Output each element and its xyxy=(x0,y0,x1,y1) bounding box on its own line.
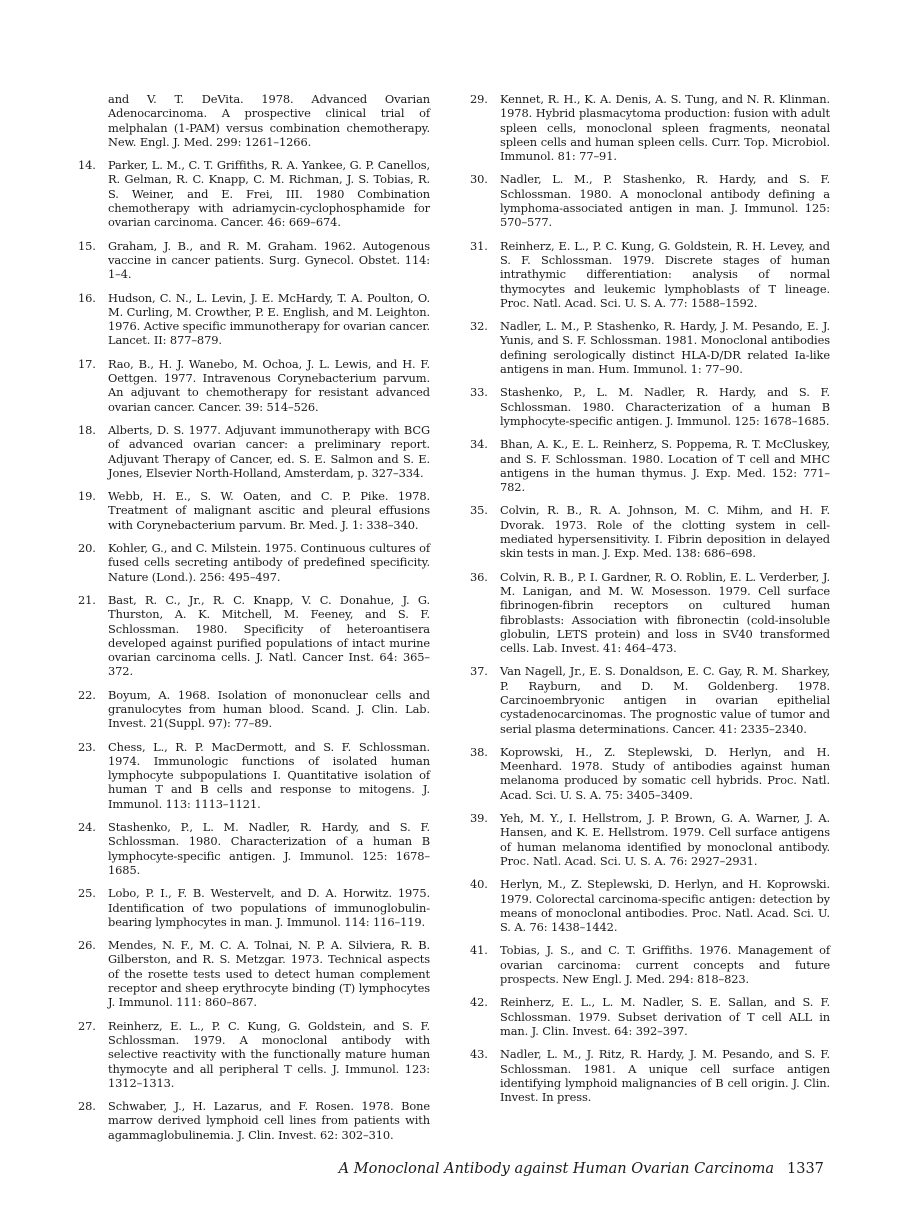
reference-text: Van Nagell, Jr., E. S. Donaldson, E. C. Gay, R. M. Sharkey, P. Rayburn, and D. M. Goldenberg. 1978. Carcinoembryonic antigen in ovarian epithelial cystadenocarcinomas. The prognostic value of tumor and serial plasma determinations. Cancer. 41: 2335–2340. xyxy=(500,664,830,736)
reference-text: Nadler, L. M., P. Stashenko, R. Hardy, and S. F. Schlossman. 1980. A monoclonal antibody defining a lymphoma-associated antigen in man. J. Immunol. 125: 570–577. xyxy=(500,172,830,230)
reference-text: Nadler, L. M., J. Ritz, R. Hardy, J. M. Pesando, and S. F. Schlossman. 1981. A unique cell surface antigen identifying lymphoid malignancies of B cell origin. J. Clin. Invest. In press. xyxy=(500,1047,830,1105)
reference-column-right xyxy=(470,92,830,1113)
reference-number: 39. xyxy=(470,811,488,826)
reference-column-left xyxy=(78,92,430,1151)
reference-text: Stashenko, P., L. M. Nadler, R. Hardy, and S. F. Schlossman. 1980. Characterization of a human B lymphocyte-specific antigen. J. Immunol. 125: 1678–1685. xyxy=(500,385,830,428)
reference-text: Hudson, C. N., L. Levin, J. E. McHardy, T. A. Poulton, O. M. Curling, M. Crowther, P. E. English, and M. Leighton. 1976. Active specific immunotherapy for ovarian cancer. Lancet. II: 877–879. xyxy=(108,290,430,348)
reference-number: 23. xyxy=(78,739,96,754)
reference-number: 17. xyxy=(78,356,96,371)
reference-text: Lobo, P. I., F. B. Westervelt, and D. A. Horwitz. 1975. Identification of two populations of immunoglobulin-bearing lymphocytes in man. J. Immunol. 114: 116–119. xyxy=(108,886,430,929)
reference-entry xyxy=(78,688,430,731)
reference-entry xyxy=(470,437,830,494)
reference-number: 28. xyxy=(78,1099,96,1114)
reference-text: Schwaber, J., H. Lazarus, and F. Rosen. 1978. Bone marrow derived lymphoid cell lines from patients with agammaglobulinemia. J. Clin. Invest. 62: 302–310. xyxy=(108,1099,430,1142)
reference-text: Kennet, R. H., K. A. Denis, A. S. Tung, and N. R. Klinman. 1978. Hybrid plasmacytoma production: fusion with adult spleen cells, monoclonal spleen fragments, neonatal spleen cells and human spleen cells. Curr. Top. Microbiol. Immunol. 81: 77–91. xyxy=(500,92,830,164)
reference-entry xyxy=(470,745,830,802)
reference-entry xyxy=(78,1099,430,1142)
reference-text: Mendes, N. F., M. C. A. Tolnai, N. P. A. Silviera, R. B. Gilberston, and R. S. Metzgar. 1973. Technical aspects of the rosette tests used to detect human complement receptor and sheep erythrocyte binding (T) lymphocytes J. Immunol. 111: 860–867. xyxy=(108,938,430,1010)
reference-entry xyxy=(470,877,830,934)
reference-entry xyxy=(78,886,430,929)
reference-text: Colvin, R. B., P. I. Gardner, R. O. Roblin, E. L. Verderber, J. M. Lanigan, and M. W. Mosesson. 1979. Cell surface fibrinogen-fibrin receptors on cultured human fibroblasts: Association with fibronectin (cold-insoluble globulin, LETS protein) and loss in SV40 transformed cells. Lab. Invest. 41: 464–473. xyxy=(500,569,830,656)
reference-entry xyxy=(470,995,830,1038)
reference-number: 15. xyxy=(78,238,96,253)
reference-number: 38. xyxy=(470,744,488,759)
reference-number: 14. xyxy=(78,158,96,173)
reference-number: 37. xyxy=(470,664,488,679)
reference-entry xyxy=(470,570,830,656)
reference-text: Kohler, G., and C. Milstein. 1975. Continuous cultures of fused cells secreting antibody of predefined specificity. Nature (Lond.). 256: 495–497. xyxy=(108,541,430,584)
reference-number: 41. xyxy=(470,943,488,958)
reference-entry xyxy=(78,92,430,149)
reference-text: Webb, H. E., S. W. Oaten, and C. P. Pike. 1978. Treatment of malignant ascitic and pleural effusions with Corynebacterium parvum. Br. Med. J. 1: 338–340. xyxy=(108,489,430,532)
reference-text: Nadler, L. M., P. Stashenko, R. Hardy, J. M. Pesando, E. J. Yunis, and S. F. Schlossman. 1981. Monoclonal antibodies defining serologically distinct HLA-D/DR related Ia-like antigens in man. Hum. Immunol. 1: 77–90. xyxy=(500,319,830,377)
reference-entry xyxy=(470,943,830,986)
reference-number: 33. xyxy=(470,385,488,400)
reference-entry xyxy=(470,172,830,229)
reference-text: and V. T. DeVita. 1978. Advanced Ovarian Adenocarcinoma. A prospective clinical trial of melphalan (1-PAM) versus combination chemotherapy. New. Engl. J. Med. 299: 1261–1266. xyxy=(108,92,430,149)
reference-text: Stashenko, P., L. M. Nadler, R. Hardy, and S. F. Schlossman. 1980. Characterization of a human B lymphocyte-specific antigen. J. Immunol. 125: 1678–1685. xyxy=(108,820,430,877)
reference-number: 25. xyxy=(78,886,96,901)
reference-text: Yeh, M. Y., I. Hellstrom, J. P. Brown, G. A. Warner, J. A. Hansen, and K. E. Hellstrom. 1979. Cell surface antigens of human melanoma identified by monoclonal antibody. Proc. Natl. Acad. Sci. U. S. A. 76: 2927–2931. xyxy=(500,811,830,868)
reference-text: Herlyn, M., Z. Steplewski, D. Herlyn, and H. Koprowski. 1979. Colorectal carcinoma-specific antigen: detection by means of monoclonal antibodies. Proc. Natl. Acad. Sci. U. S. A. 76: 1438–1442. xyxy=(500,877,830,935)
reference-entry xyxy=(78,158,430,229)
reference-entry xyxy=(470,811,830,868)
reference-number: 42. xyxy=(470,995,488,1010)
reference-number: 19. xyxy=(78,489,96,504)
reference-text: Reinherz, E. L., L. M. Nadler, S. E. Sallan, and S. F. Schlossman. 1979. Subset derivation of T cell ALL in man. J. Clin. Invest. 64: 392–397. xyxy=(500,995,830,1038)
reference-entry xyxy=(78,489,430,532)
reference-entry xyxy=(78,357,430,414)
reference-text: Boyum, A. 1968. Isolation of mononuclear cells and granulocytes from human blood. Scand. J. Clin. Lab. Invest. 21(Suppl. 97): 77–89. xyxy=(108,687,430,731)
reference-text: Colvin, R. B., R. A. Johnson, M. C. Mihm, and H. F. Dvorak. 1973. Role of the clotting system in cell-mediated hypersensitivity. I. Fibrin deposition in delayed skin tests in man. J. Exp. Med. 138: 686–698. xyxy=(500,503,830,561)
reference-entry xyxy=(78,1019,430,1090)
reference-text: Parker, L. M., C. T. Griffiths, R. A. Yankee, G. P. Canellos, R. Gelman, R. C. Knapp, C. M. Richman, J. S. Tobias, R. S. Weiner, and E. Frei, III. 1980 Combination chemotherapy with adriamycin-cyclophosphamide for ovarian carcinoma. Cancer. 46: 669–674. xyxy=(108,158,430,230)
reference-entry xyxy=(78,541,430,584)
reference-entry xyxy=(470,503,830,560)
reference-number: 31. xyxy=(470,238,488,253)
reference-number: 27. xyxy=(78,1018,96,1033)
reference-text: Alberts, D. S. 1977. Adjuvant immunotherapy with BCG of advanced ovarian cancer: a preliminary report. Adjuvant Therapy of Cancer, ed. S. E. Salmon and S. E. Jones, Elsevier North-Holland, Amsterdam, p. 327–334. xyxy=(108,422,430,480)
running-title: A Monoclonal Antibody against Human Ovarian Carcinoma xyxy=(338,1161,774,1177)
reference-number: 20. xyxy=(78,541,96,556)
reference-text: Bast, R. C., Jr., R. C. Knapp, V. C. Donahue, J. G. Thurston, A. K. Mitchell, M. Feeney, and S. F. Schlossman. 1980. Specificity of heteroantisera developed against purified populations of intact murine ovarian carcinoma cells. J. Natl. Cancer Inst. 64: 365–372. xyxy=(108,592,430,679)
reference-text: Graham, J. B., and R. M. Graham. 1962. Autogenous vaccine in cancer patients. Surg. Gynecol. Obstet. 114: 1–4. xyxy=(108,238,430,282)
reference-entry xyxy=(78,239,430,282)
reference-number: 26. xyxy=(78,938,96,953)
reference-number: 29. xyxy=(470,92,488,106)
reference-number: 18. xyxy=(78,422,96,437)
reference-number: 35. xyxy=(470,503,488,518)
reference-text: Chess, L., R. P. MacDermott, and S. F. Schlossman. 1974. Immunologic functions of isolated human lymphocyte subpopulations I. Quantitative isolation of human T and B cells and response to mitogens. J. Immunol. 113: 1113–1121. xyxy=(108,739,430,811)
reference-entry xyxy=(78,740,430,811)
reference-number: 36. xyxy=(470,569,488,584)
reference-text: Reinherz, E. L., P. C. Kung, G. Goldstein, and S. F. Schlossman. 1979. A monoclonal antibody with selective reactivity with the functionally mature human thymocyte and all peripheral T cells. J. Immunol. 123: 1312–1313. xyxy=(108,1018,430,1090)
reference-text: Bhan, A. K., E. L. Reinherz, S. Poppema, R. T. McCluskey, and S. F. Schlossman. 1980. Location of T cell and MHC antigens in the human thymus. J. Exp. Med. 152: 771–782. xyxy=(500,437,830,495)
reference-text: Koprowski, H., Z. Steplewski, D. Herlyn, and H. Meenhard. 1978. Study of antibodies against human melanoma produced by somatic cell hybrids. Proc. Natl. Acad. Sci. U. S. A. 75: 3405–3409. xyxy=(500,744,830,802)
reference-entry xyxy=(78,423,430,480)
reference-entry xyxy=(78,593,430,679)
reference-entry xyxy=(78,291,430,348)
reference-entry xyxy=(470,92,830,163)
reference-entry xyxy=(470,319,830,376)
reference-number: 21. xyxy=(78,592,96,607)
reference-entry xyxy=(470,664,830,735)
reference-number: 43. xyxy=(470,1047,488,1062)
page-number: 1337 xyxy=(787,1161,824,1177)
reference-number: 16. xyxy=(78,290,96,305)
reference-entry xyxy=(470,239,830,310)
reference-entry xyxy=(470,1047,830,1104)
reference-number: 34. xyxy=(470,437,488,452)
reference-number: 32. xyxy=(470,319,488,334)
reference-entry xyxy=(470,385,830,428)
reference-number: 40. xyxy=(470,877,488,892)
reference-number: 30. xyxy=(470,172,488,187)
reference-entry xyxy=(78,938,430,1009)
reference-text: Rao, B., H. J. Wanebo, M. Ochoa, J. L. Lewis, and H. F. Oettgen. 1977. Intravenous Corynebacterium parvum. An adjuvant to chemotherapy for resistant advanced ovarian cancer. Cancer. 39: 514–526. xyxy=(108,356,430,414)
reference-text: Tobias, J. S., and C. T. Griffiths. 1976. Management of ovarian carcinoma: current concepts and future prospects. New Engl. J. Med. 294: 818–823. xyxy=(500,943,830,987)
reference-number: 24. xyxy=(78,820,96,835)
reference-entry xyxy=(78,820,430,877)
reference-text: Reinherz, E. L., P. C. Kung, G. Goldstein, R. H. Levey, and S. F. Schlossman. 1979. Discrete stages of human intrathymic differentiation: analysis of normal thymocytes and leukemic lymphoblasts of T lineage. Proc. Natl. Acad. Sci. U. S. A. 77: 1588–1592. xyxy=(500,238,830,310)
reference-number: 22. xyxy=(78,687,96,702)
